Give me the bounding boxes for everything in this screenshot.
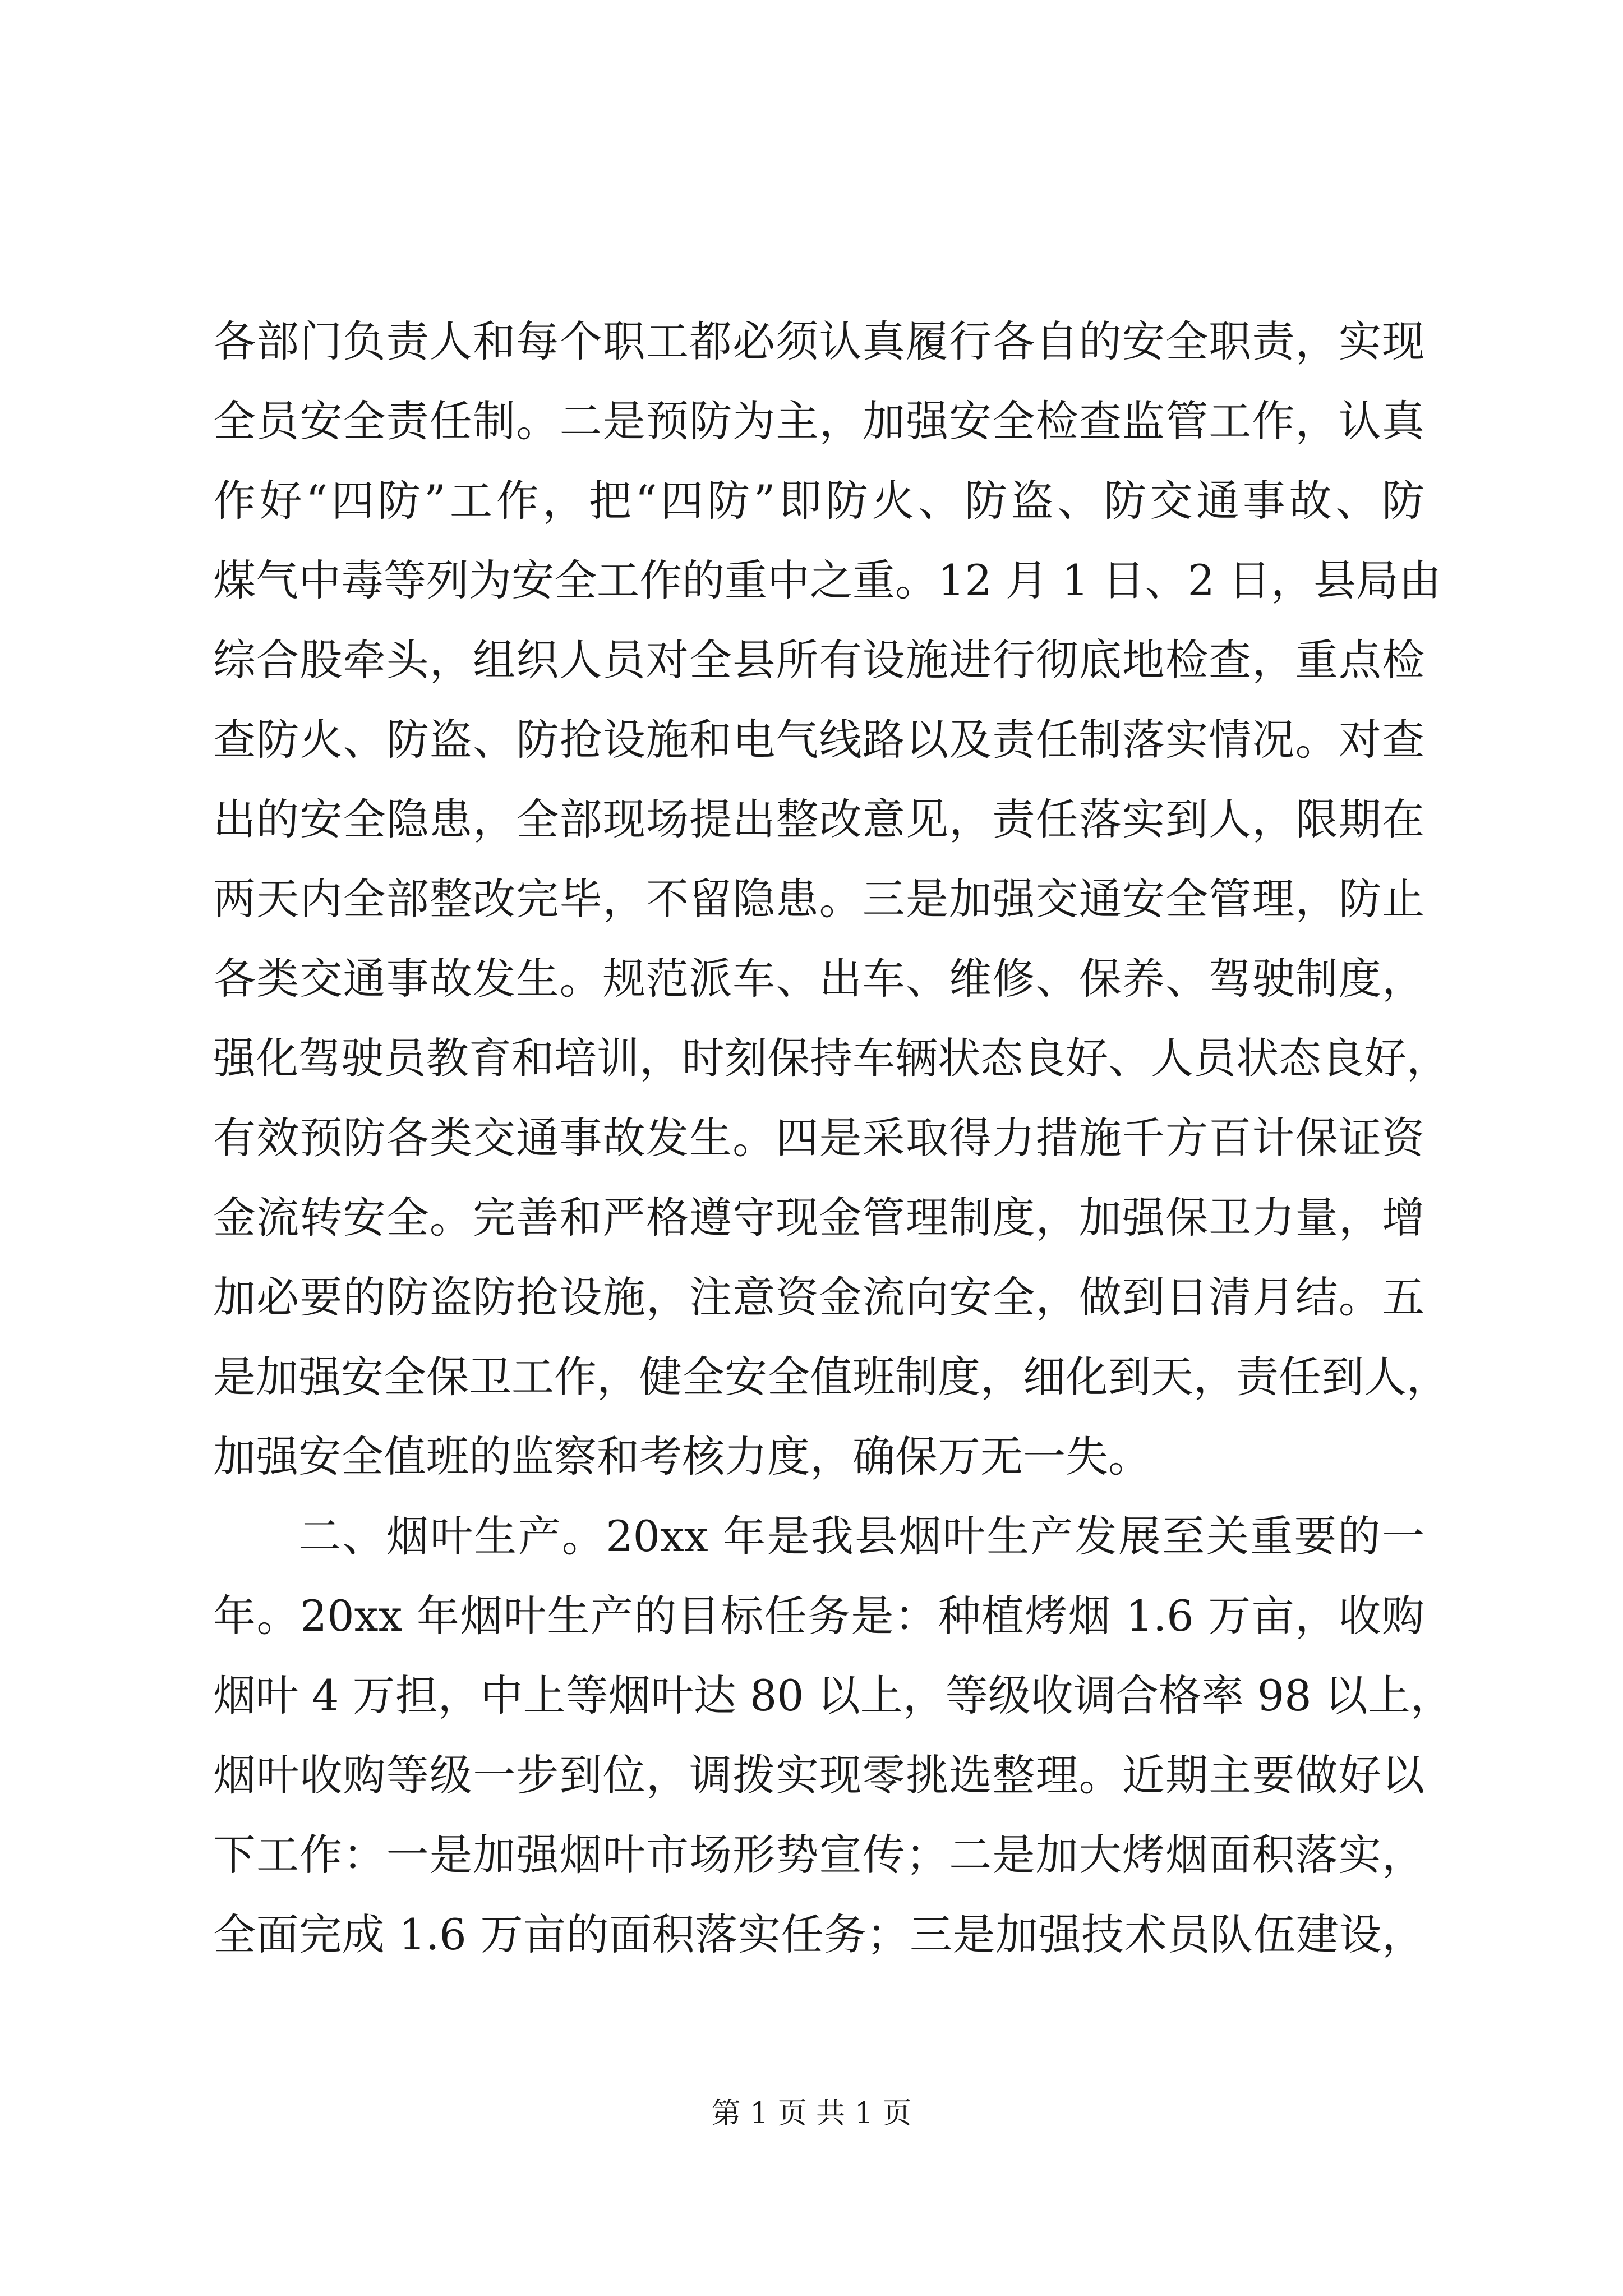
text-line: 煤气中毒等列为安全工作的重中之重。12 月 1 日、2 日，县局由	[213, 555, 1442, 605]
text-line: 出的安全隐患，全部现场提出整改意见，责任落实到人，限期在	[213, 794, 1424, 844]
text-line: 全员安全责任制。二是预防为主，加强安全检查监管工作，认真	[213, 396, 1424, 446]
text-line: 全面完成 1.6 万亩的面积落实任务；三是加强技术员队伍建设，	[213, 1910, 1424, 1959]
document-body	[213, 302, 1453, 1975]
text-line: 下工作：一是加强烟叶市场形势宣传；二是加大烤烟面积落实，	[213, 1830, 1424, 1880]
text-line: 有效预防各类交通事故发生。四是采取得力措施千方百计保证资	[213, 1113, 1424, 1163]
text-line: 烟叶收购等级一步到位，调拨实现零挑选整理。近期主要做好以	[213, 1750, 1424, 1800]
text-line: 是加强安全保卫工作，健全安全值班制度，细化到天，责任到人，	[213, 1352, 1449, 1402]
text-line: 金流转安全。完善和严格遵守现金管理制度，加强保卫力量，增	[213, 1193, 1424, 1243]
text-line: 作好“四防”工作，把“四防”即防火、防盗、防交通事故、防	[213, 476, 1424, 526]
text-line: 加必要的防盗防抢设施，注意资金流向安全，做到日清月结。五	[213, 1272, 1424, 1322]
text-line: 强化驾驶员教育和培训，时刻保持车辆状态良好、人员状态良好，	[213, 1033, 1449, 1083]
text-line: 各类交通事故发生。规范派车、出车、维修、保养、驾驶制度，	[213, 954, 1424, 1004]
text-line: 各部门负责人和每个职工都必须认真履行各自的安全职责，实现	[213, 316, 1424, 366]
text-line: 查防火、防盗、防抢设施和电气线路以及责任制落实情况。对查	[213, 715, 1424, 765]
text-line: 加强安全值班的监察和考核力度，确保万无一失。	[213, 1432, 1151, 1481]
text-line: 综合股牵头，组织人员对全县所有设施进行彻底地检查，重点检	[213, 635, 1424, 685]
text-line: 烟叶 4 万担，中上等烟叶达 80 以上，等级收调合格率 98 以上，	[213, 1671, 1453, 1720]
page-footer: 第 1 页 共 1 页	[711, 2097, 912, 2131]
paragraph-first-line: 二、烟叶生产。20xx 年是我县烟叶生产发展至关重要的一	[298, 1511, 1424, 1561]
text-line: 两天内全部整改完毕，不留隐患。三是加强交通安全管理，防止	[213, 874, 1424, 924]
text-line: 年。20xx 年烟叶生产的目标任务是：种植烤烟 1.6 万亩，收购	[213, 1591, 1424, 1641]
